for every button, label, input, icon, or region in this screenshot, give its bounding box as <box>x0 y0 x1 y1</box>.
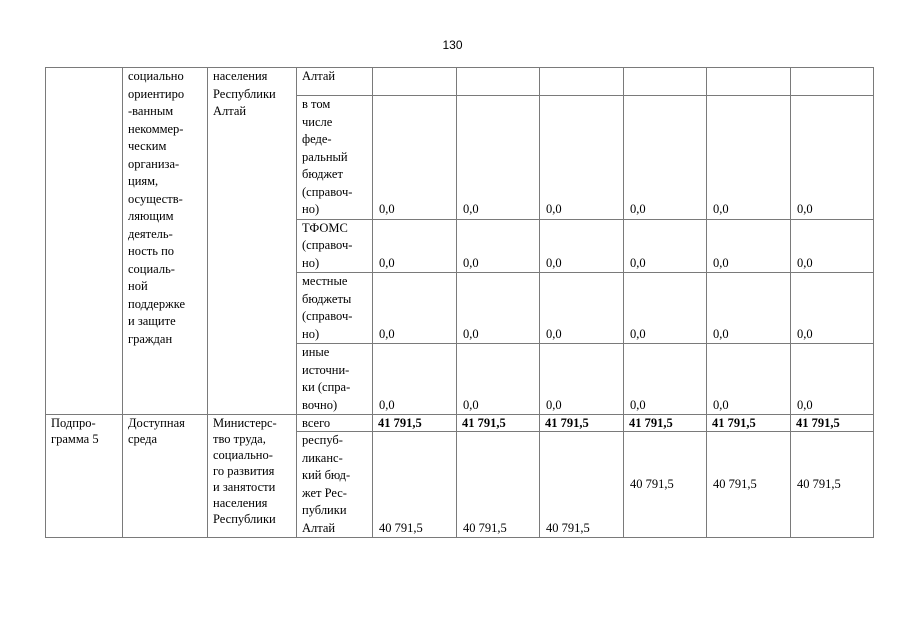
value-cell <box>791 68 874 96</box>
value-cell: 0,0 <box>707 96 791 220</box>
total-value-cell: 41 791,5 <box>373 415 457 432</box>
table-row <box>46 68 874 96</box>
program-name-cell: социально ориентиро -ванным некоммер- ческим организа- циям, осуществ- ляющим деятель- ность по социаль- ной поддержке и защите граждан <box>123 68 208 415</box>
value-cell: 0,0 <box>540 219 624 273</box>
program-label-cell <box>46 68 123 415</box>
value-cell: 0,0 <box>540 273 624 344</box>
funding-source-cell: местные бюджеты (справоч- но) <box>297 273 373 344</box>
total-value-cell: 41 791,5 <box>540 415 624 432</box>
total-value-cell: 41 791,5 <box>791 415 874 432</box>
value-cell: 0,0 <box>707 273 791 344</box>
value-cell: 0,0 <box>457 96 540 220</box>
value-cell <box>540 68 624 96</box>
value-cell: 0,0 <box>624 96 707 220</box>
value-cell: 0,0 <box>624 219 707 273</box>
value-cell: 0,0 <box>373 96 457 220</box>
value-cell: 0,0 <box>373 344 457 415</box>
value-cell: 40 791,5 <box>540 432 624 538</box>
value-cell: 40 791,5 <box>624 432 707 538</box>
value-cell: 0,0 <box>791 344 874 415</box>
value-cell: 0,0 <box>791 273 874 344</box>
funding-source-cell: ТФОМС (справоч- но) <box>297 219 373 273</box>
funding-source-cell: всего <box>297 415 373 432</box>
value-cell: 0,0 <box>457 344 540 415</box>
funding-source-cell: в том числе феде- ральный бюджет (справоч- но) <box>297 96 373 220</box>
funding-source-cell: Алтай <box>297 68 373 96</box>
value-cell <box>373 68 457 96</box>
value-cell: 0,0 <box>791 219 874 273</box>
value-cell <box>624 68 707 96</box>
table-row <box>46 415 874 432</box>
value-cell <box>457 68 540 96</box>
subprogram-executor-cell: Министерс- тво труда, социально- го развития и занятости населения Республики <box>208 415 297 538</box>
subprogram-name-cell: Доступная среда <box>123 415 208 538</box>
page-number: 130 <box>442 38 463 52</box>
value-cell: 0,0 <box>373 273 457 344</box>
subprogram-label-cell: Подпро- грамма 5 <box>46 415 123 538</box>
total-value-cell: 41 791,5 <box>707 415 791 432</box>
value-cell: 0,0 <box>707 344 791 415</box>
value-cell: 0,0 <box>540 344 624 415</box>
total-value-cell: 41 791,5 <box>457 415 540 432</box>
value-cell: 0,0 <box>373 219 457 273</box>
executor-cell: населения Республики Алтай <box>208 68 297 415</box>
value-cell: 0,0 <box>457 273 540 344</box>
value-cell: 0,0 <box>707 219 791 273</box>
budget-table <box>45 67 874 538</box>
value-cell: 0,0 <box>791 96 874 220</box>
value-cell: 0,0 <box>457 219 540 273</box>
value-cell: 0,0 <box>624 344 707 415</box>
value-cell: 40 791,5 <box>373 432 457 538</box>
value-cell: 0,0 <box>540 96 624 220</box>
value-cell: 40 791,5 <box>707 432 791 538</box>
value-cell <box>707 68 791 96</box>
value-cell: 0,0 <box>624 273 707 344</box>
funding-source-cell: респуб- ликанс- кий бюд- жет Рес- публики Алтай <box>297 432 373 538</box>
total-value-cell: 41 791,5 <box>624 415 707 432</box>
value-cell: 40 791,5 <box>791 432 874 538</box>
value-cell: 40 791,5 <box>457 432 540 538</box>
funding-source-cell: иные источни- ки (спра- вочно) <box>297 344 373 415</box>
